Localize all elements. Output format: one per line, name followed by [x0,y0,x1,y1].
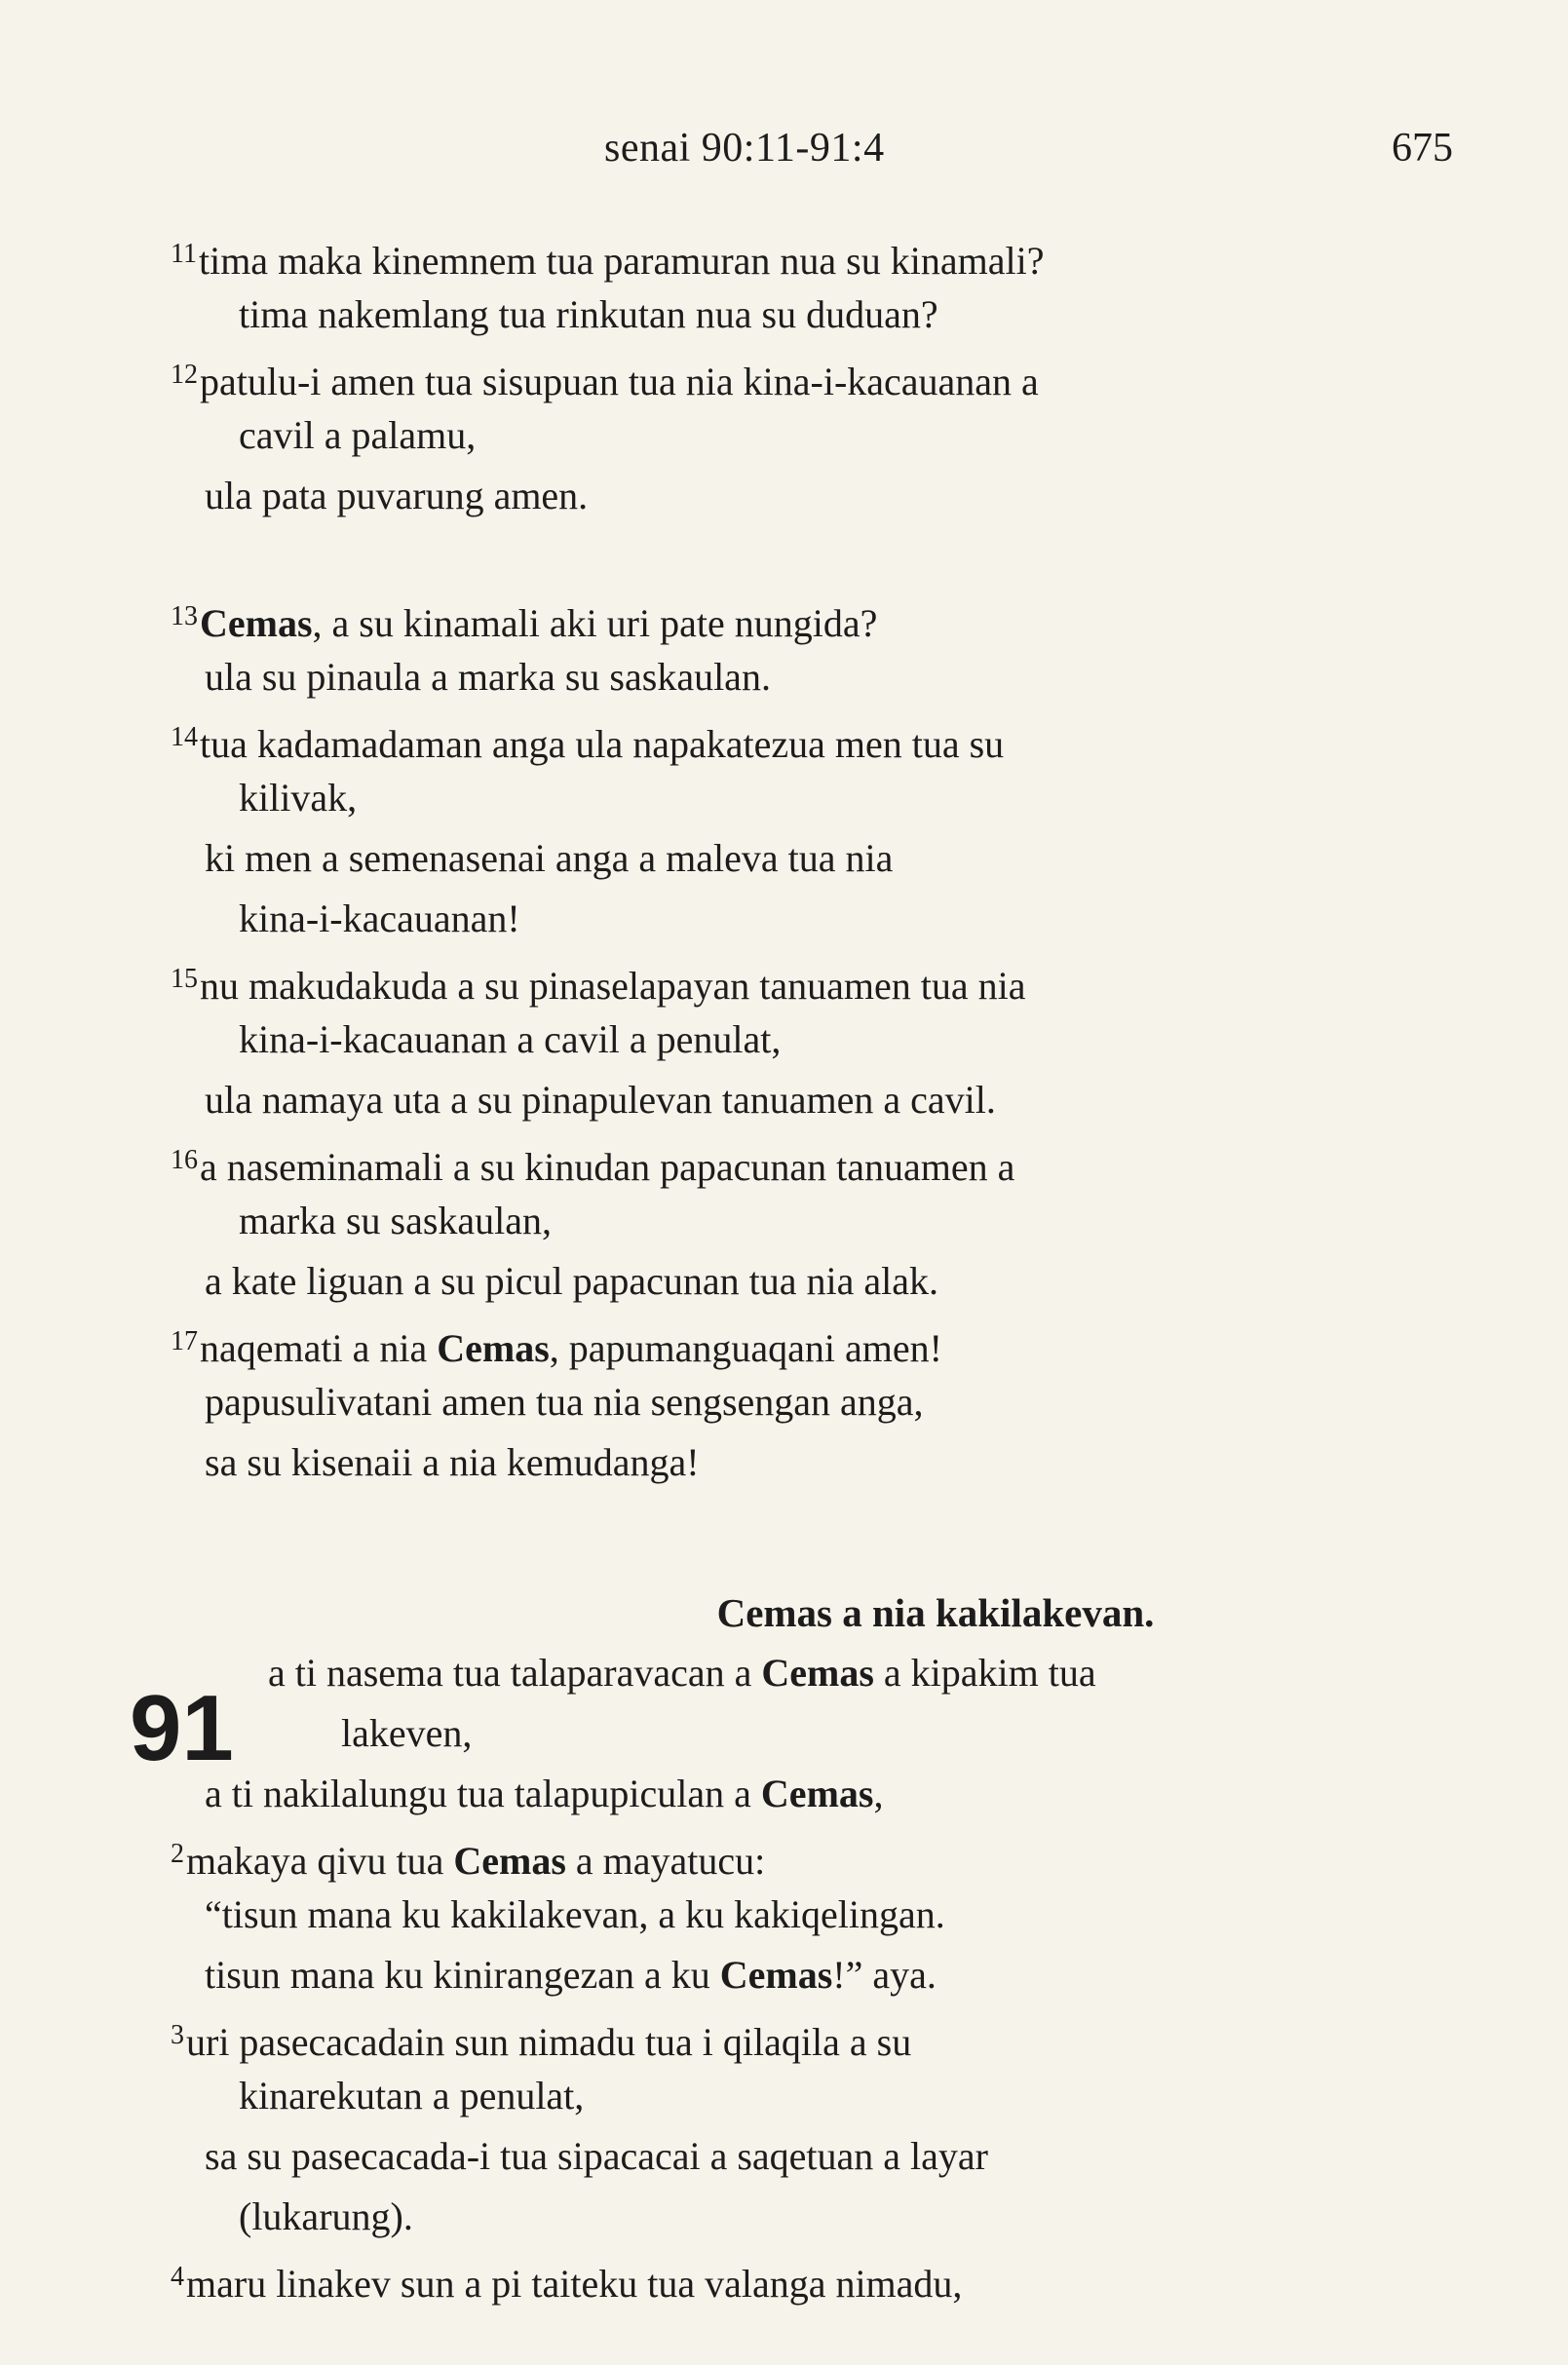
psalm-text [130,224,1457,2308]
running-head: senai 90:11-91:4 [604,126,885,171]
verse-line: $^{15}$nu makudakuda a su pinaselapayan tanuamen tua nia [171,964,1026,1008]
verse-number: 16 [171,1145,198,1175]
chapter-number: 91 [130,1676,234,1780]
verse-line: (lukarung). [239,2194,413,2238]
verse-line: kinarekutan a penulat, [239,2074,585,2117]
verse-line: $^{14}$tua kadamadaman anga ula napakatezua men tua su [171,722,1005,766]
verse-line: sa su pasecacada-i tua sipacacai a saqetuan a layar [205,2134,988,2178]
chapter-block [130,1643,1457,2308]
verse-number: 12 [171,360,198,390]
verse-number: 2 [171,1839,184,1869]
verse-number: 17 [171,1326,198,1356]
verse-line: kilivak, [239,776,358,820]
verse-line: $^{11}$tima maka kinemnem tua paramuran nua su kinamali? [171,239,1045,283]
verse-line: “tisun mana ku kakilakevan, a ku kakiqelingan. [205,1892,945,1936]
verse-number: 13 [171,601,198,631]
verse-line: $^{16}$a naseminamali a su kinudan papacunan tanuamen a [171,1145,1015,1189]
verse-line: $^{17}$naqemati a nia Cemas, papumanguaqani amen! [171,1326,942,1370]
verse-line: $^3$uri pasecacadain sun nimadu tua i qilaqila a su [171,2020,912,2064]
verse-line: tima nakemlang tua rinkutan nua su duduan? [239,292,938,336]
verse-line: ki men a semenasenai anga a maleva tua nia [205,836,894,880]
verse-line: ula pata puvarung amen. [205,474,589,517]
verse-line: kina-i-kacauanan! [239,896,520,940]
verse-line: marka su saskaulan, [239,1199,553,1242]
verse-line: sa su kisenaii a nia kemudanga! [205,1440,700,1484]
verse-line: ula su pinaula a marka su saskaulan. [205,655,771,699]
verse-line: kina-i-kacauanan a cavil a penulat, [239,1017,782,1061]
verse-line: $^{13}$Cemas, a su kinamali aki uri pate nungida? [171,601,878,645]
verse-line: lakeven, [341,1711,473,1755]
verse-line: cavil a palamu, [239,413,477,457]
verse-line: $^{12}$patulu-i amen tua sisupuan tua nia kina-i-kacauanan a [171,360,1039,403]
verse-line: papusulivatani amen tua nia sengsengan anga, [205,1380,924,1424]
verse-line: $^4$maru linakev sun a pi taiteku tua valanga nimadu, [171,2262,963,2306]
verse-number: 3 [171,2020,184,2050]
verse-number: 15 [171,964,198,994]
verse-number: 14 [171,722,198,752]
verse-line: a ti nakilalungu tua talapupiculan a Cemas, [205,1772,884,1815]
verse-line: a ti nasema tua talaparavacan a Cemas a kipakim tua [268,1651,1096,1695]
verse-line: $^2$makaya qivu tua Cemas a mayatucu: [171,1839,766,1883]
verse-number: 11 [171,239,197,269]
verse-line: tisun mana ku kinirangezan a ku Cemas!” aya. [205,1953,937,1997]
verse-line: a kate liguan a su picul papacunan tua nia alak. [205,1259,939,1303]
section-heading: Cemas a nia kakilakevan. [716,1590,1155,1635]
page-number: 675 [1392,126,1453,171]
verse-number: 4 [171,2262,184,2292]
verse-line: ula namaya uta a su pinapulevan tanuamen a cavil. [205,1078,996,1122]
